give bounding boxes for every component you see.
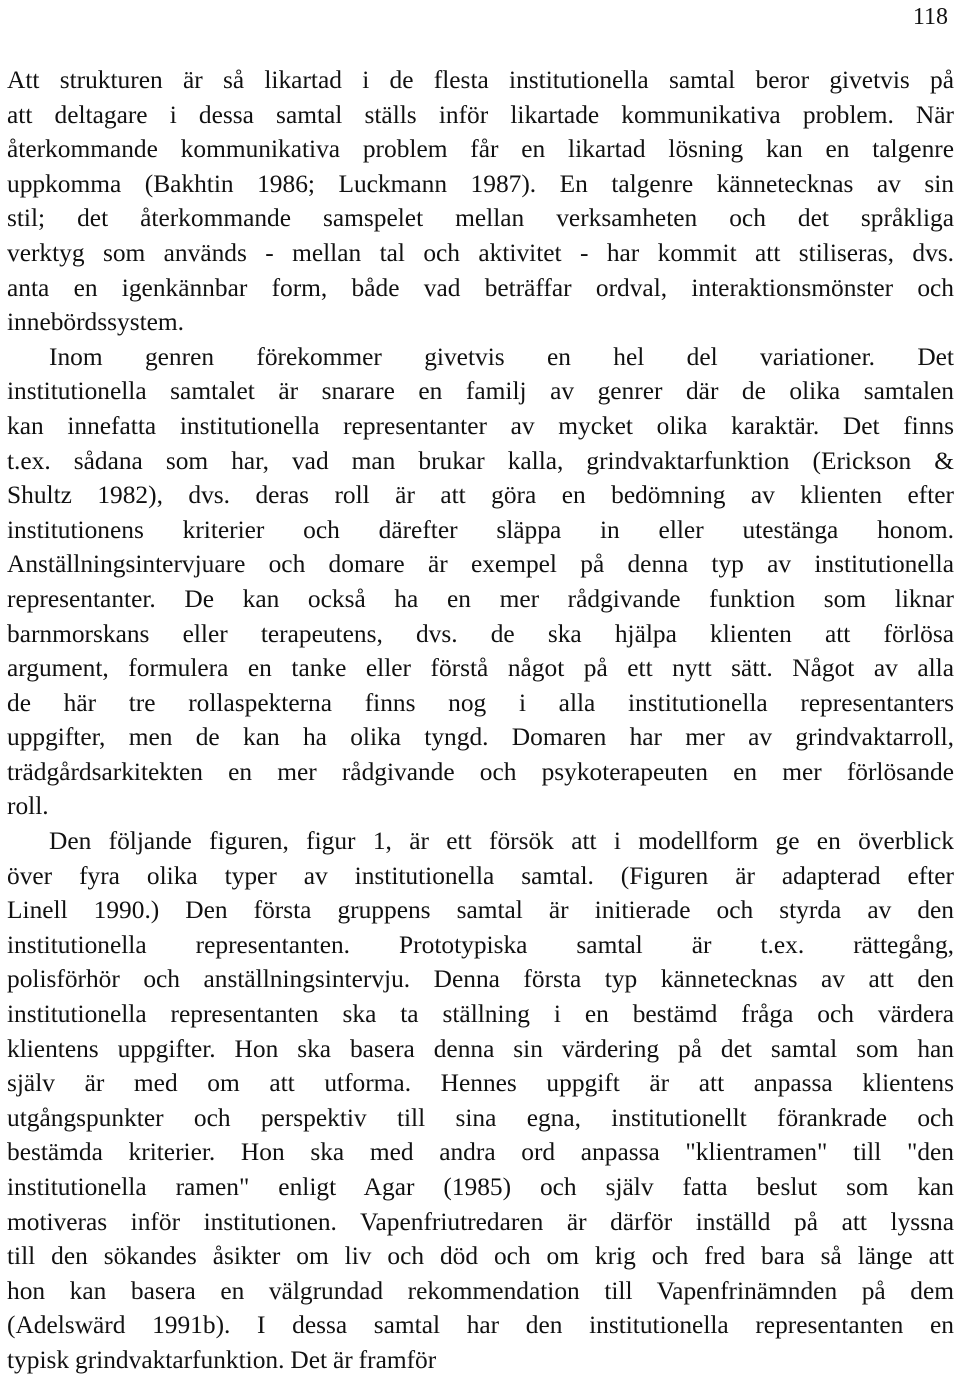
text-line: t.ex. sådana som har, vad man brukar kalla, grindvaktarfunktion (Erickson & bbox=[7, 446, 954, 475]
text-line: de här tre rollaspekterna finns nog i alla institutionella representanters bbox=[7, 688, 954, 717]
text-line: klientens uppgifter. Hon ska basera denna sin värdering på det samtal som han bbox=[7, 1034, 954, 1063]
text-line: uppkomma (Bakhtin 1986; Luckmann 1987). En talgenre kännetecknas av sin bbox=[7, 169, 954, 198]
text-line: institutionella samtalet är snarare en familj av genrer där de olika samtalen bbox=[7, 377, 954, 406]
text-line: trädgårdsarkitekten en mer rådgivande och psykoterapeuten en mer förlösande bbox=[7, 757, 954, 786]
body-text bbox=[7, 63, 954, 1378]
text-line: institutionens kriterier och därefter släppa in eller utestänga honom. bbox=[7, 515, 954, 544]
text-line: barnmorskans eller terapeutens, dvs. de ska hjälpa klienten att förlösa bbox=[7, 619, 954, 648]
text-line: hon kan basera en välgrundad rekommendation till Vapenfrinämnden på dem bbox=[7, 1276, 954, 1305]
text-line: över fyra olika typer av institutionella samtal. (Figuren är adapterad efter bbox=[7, 861, 954, 890]
text-line: (Adelswärd 1991b). I dessa samtal har den institutionella representanten en bbox=[7, 1311, 954, 1340]
text-line: anta en igenkännbar form, både vad beträffar ordval, interaktionsmönster och bbox=[7, 273, 954, 302]
text-line: representanter. De kan också ha en mer rådgivande funktion som liknar bbox=[7, 584, 954, 613]
text-line: kan innefatta institutionella representanter av mycket olika karaktär. Det finns bbox=[7, 411, 954, 440]
text-line: själv är med om att utforma. Hennes uppgift är att anpassa klientens bbox=[7, 1069, 954, 1098]
text-line: bestämda kriterier. Hon ska med andra ord anpassa "klientramen" till "den bbox=[7, 1138, 954, 1167]
text-line: till den sökandes åsikter om liv och död och om krig och fred bara så länge att bbox=[7, 1242, 954, 1271]
text-line: argument, formulera en tanke eller förstå något på ett nytt sätt. Något av alla bbox=[7, 654, 954, 683]
text-line: utgångspunkter och perspektiv till sina egna, institutionellt förankrade och bbox=[7, 1103, 954, 1132]
text-line: Inom genren förekommer givetvis en hel del variationer. Det bbox=[49, 342, 954, 371]
text-line: institutionella representanten. Prototypiska samtal är t.ex. rättegång, bbox=[7, 930, 954, 959]
text-line: Att strukturen är så likartad i de flesta institutionella samtal beror givetvis på bbox=[7, 66, 954, 94]
text-line: verktyg som används - mellan tal och aktivitet - har kommit att stiliseras, dvs. bbox=[7, 238, 954, 267]
text-line: att deltagare i dessa samtal ställs inför likartade kommunikativa problem. När bbox=[7, 100, 954, 129]
text-line: stil; det återkommande samspelet mellan verksamheten och det språkliga bbox=[7, 204, 954, 233]
text-line: Linell 1990.) Den första gruppens samtal är initierade och styrda av den bbox=[7, 896, 954, 925]
text-line: roll. bbox=[7, 792, 49, 821]
text-line: återkommande kommunikativa problem får en likartad lösning kan en talgenre bbox=[7, 135, 954, 164]
page-number: 118 bbox=[912, 4, 948, 30]
text-line: motiveras inför institutionen. Vapenfriutredaren är därför inställd på att lyssna bbox=[7, 1207, 954, 1236]
text-line: typisk grindvaktarfunktion. Det är framför bbox=[7, 1345, 437, 1374]
text-line: innebördssystem. bbox=[7, 308, 185, 337]
text-line: uppgifter, men de kan ha olika tyngd. Domaren har mer av grindvaktarroll, bbox=[7, 723, 954, 752]
text-line: Shultz 1982), dvs. deras roll är att göra en bedömning av klienten efter bbox=[7, 481, 954, 510]
text-line: institutionella representanten ska ta ställning i en bestämd fråga och värdera bbox=[7, 1000, 954, 1029]
text-line: polisförhör och anställningsintervju. Denna första typ kännetecknas av att den bbox=[7, 965, 954, 994]
text-line: Den följande figuren, figur 1, är ett försök att i modellform ge en överblick bbox=[49, 827, 954, 856]
text-line: institutionella ramen" enligt Agar (1985) och själv fatta beslut som kan bbox=[7, 1173, 954, 1201]
text-line: Anställningsintervjuare och domare är exempel på denna typ av institutionella bbox=[7, 550, 954, 579]
